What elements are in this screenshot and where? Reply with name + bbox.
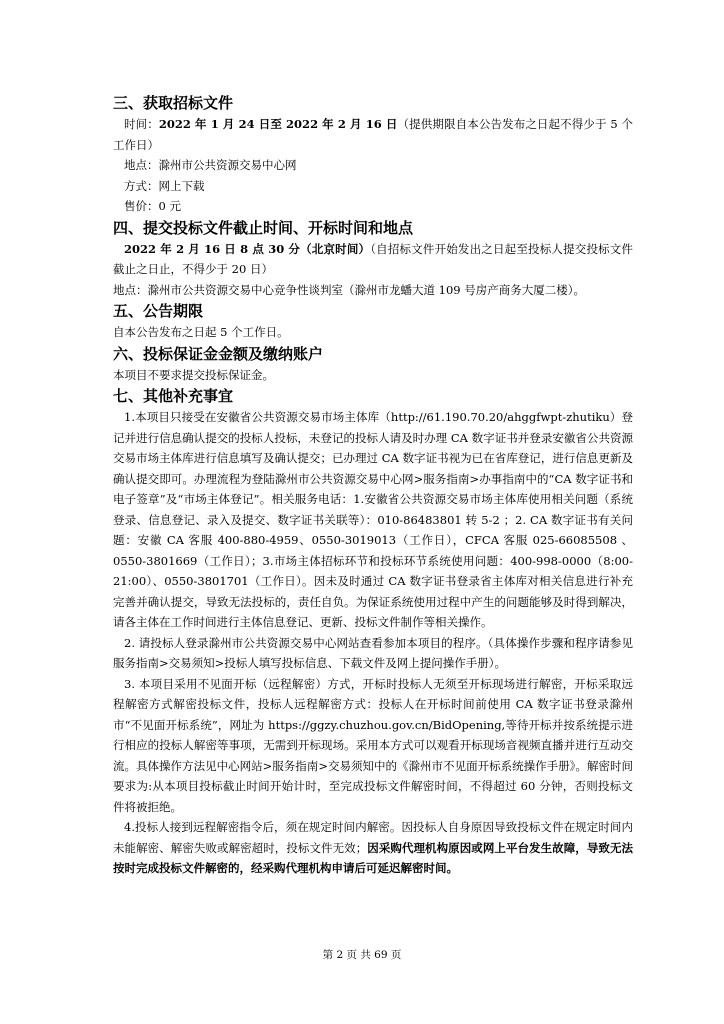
sec4-deadline-paragraph [113, 239, 633, 280]
sec7-item-4-bold: 因采购代理机构原因或网上平台发生故障，导致无法按时完成投标文件解密的，经采购代理机构申请后可延迟解密时间。 [113, 840, 634, 875]
sec3-time-value: 2022 年 1 月 24 日至 2022 年 2 月 16 日 [158, 117, 398, 131]
sec7-item-3: 3. 本项目采用不见面开标（远程解密）方式，开标时投标人无须至开标现场进行解密，开标采取远程解密方式解密投标文件，投标人远程解密方式：投标人在开标时间前使用 CA 数字证书登录滁州市“不见面开标系统”，网址为 https://ggzy.chuzhou.gov.cn/BidOpening,等待开标并按系统提示进行相应的投标人解密等事项，无需到开标现场。采用本方式可以观看开标现场音视频直播并进行互动交流。具体操作方法见中心网站>服务指南>交易须知中的《滁州市不见面开标系统操作手册》。解密时间要求为:从本项目投标截止时间开始计时，至完成投标文件解密时间，不得超过 60 分钟，否则投标文件将被拒绝。 [113, 676, 633, 814]
sec7-item-2: 2. 请投标人登录滁州市公共资源交易中心网站查看参加本项目的程序。（具体操作步骤和程序请参见服务指南>交易须知>投标人填写投标信息、下载文件及网上提问操作手册）。 [113, 635, 633, 670]
section-4-heading: 四、提交投标文件截止时间、开标时间和地点 [113, 218, 414, 237]
sec3-price: 售价：0 元 [124, 199, 181, 213]
sec3-method: 方式：网上下载 [124, 178, 205, 193]
sec4-place: 地点：滁州市公共资源交易中心竞争性谈判室（滁州市龙蟠大道 109 号房产商务大厦二楼）。 [113, 282, 586, 297]
page-content [113, 92, 633, 879]
sec3-place: 地点：滁州市公共资源交易中心网 [124, 158, 297, 172]
sec3-time-note: （提供期限自本公告发布之日起不得少于 5 个工作日） [113, 117, 633, 152]
section-7-heading: 七、其他补充事宜 [113, 387, 234, 405]
sec7-item-4-plain: 4.投标人接到远程解密指令后，须在规定时间内解密。因投标人自身原因导致投标文件在规定时间内未能解密、解密失败或解密超时，投标文件无效； [113, 820, 633, 855]
sec6-text: 本项目不要求提交投标保证金。 [113, 367, 274, 382]
sec7-item-1: 1.本项目只接受在安徽省公共资源交易市场主体库（http://61.190.70.20/ahggfwpt-zhutiku）登记并进行信息确认提交的投标人投标，未登记的投标人请及时办理 CA 数字证书并登录安徽省公共资源交易市场主体库进行信息填写及确认提交；已办理过 CA 数字证书视为已在省库登记，进行信息更新及确认提交即可。办理流程为登陆滁州市公共资源交易中心网>服务指南>办事指南中的“CA 数字证书和电子签章”及“市场主体登记”。相关服务电话：1.安徽省公共资源交易市场主体库使用相关问题（系统登录、信息登记、录入及提交、数字证书关联等）：010-86483801 转 5-2 ；2. CA 数字证书有关问题：安徽 CA 客服 400-880-4959、0550-3019013（工作日），CFCA 客服 025-66085508 、0550-3801669（工作日）；3.市场主体招标环节和投标环节系统使用问题：400-998-0000（8:00-21:00）、0550-3801701（工作日）。因未及时通过 CA 数字证书登录省主体库对相关信息进行补充完善并确认提交，导致无法投标的，责任自负。为保证系统使用过程中产生的问题能够及时得到解决，请各主体在工作时间进行主体信息登记、更新、投标文件制作等相关操作。 [113, 410, 633, 629]
sec4-deadline-bold: 2022 年 2 月 16 日 8 点 30 分（北京时间） [124, 241, 371, 256]
sec4-deadline-note: （自招标文件开始发出之日起至投标人提交投标文件截止之日止，不得少于 20 日） [113, 241, 633, 276]
sec3-time-label: 时间： [124, 117, 159, 131]
sec5-text: 自本公告发布之日起 5 个工作日。 [113, 325, 289, 339]
sec3-time-paragraph [113, 114, 633, 155]
page-footer: 第 2 页 共 69 页 [322, 949, 402, 961]
section-5-heading: 五、公告期限 [113, 302, 204, 320]
sec7-item-4 [113, 817, 633, 879]
section-3-heading: 三、获取招标文件 [113, 94, 234, 112]
section-6-heading: 六、投标保证金金额及缴纳账户 [113, 344, 324, 363]
